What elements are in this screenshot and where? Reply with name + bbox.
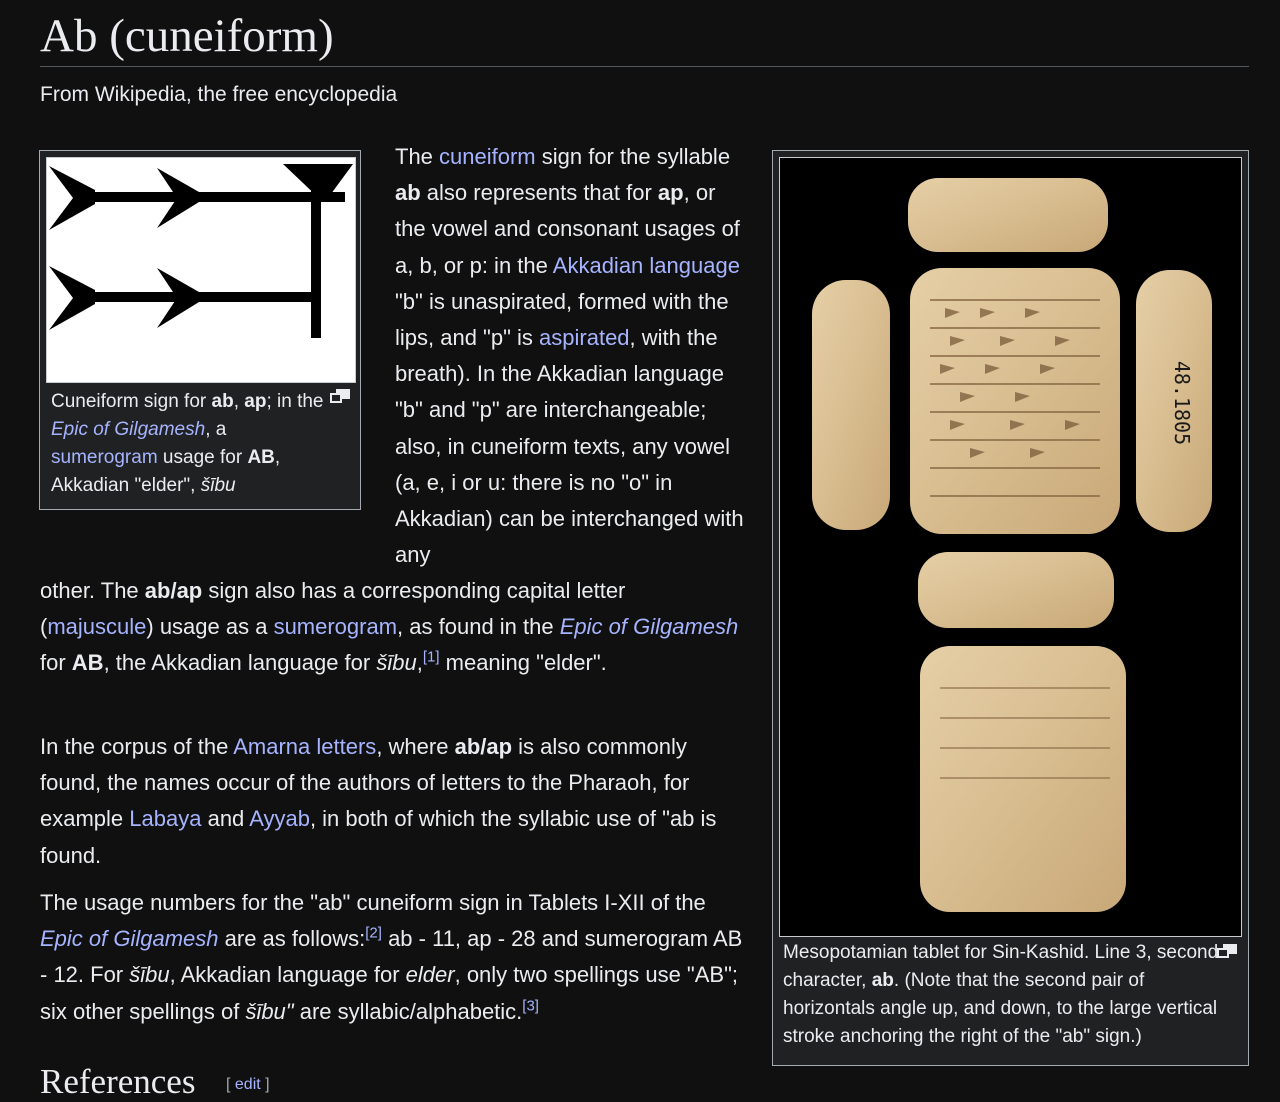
text: are syllabic/alphabetic. <box>293 998 523 1024</box>
bracket: ] <box>260 1076 270 1093</box>
caption-text: Mesopotamian tablet for Sin-Kashid. Line 3, second character, <box>783 942 1219 991</box>
caption-bold: ab <box>871 970 894 991</box>
text: , as found in the <box>397 614 560 640</box>
text: , in both of which the syllabic use of "ab is found. <box>40 806 717 868</box>
text: other. The <box>40 578 145 603</box>
text: , where <box>376 734 455 759</box>
tablet-accession-label: 48.1805 <box>1170 360 1194 446</box>
tablet-photo <box>780 158 1241 936</box>
text: and <box>201 806 250 832</box>
text: The <box>395 144 440 169</box>
caption-bold: ap <box>244 391 267 412</box>
text: "b" is unaspirated, formed with the lips, and "p" is <box>395 288 729 351</box>
link-sumerogram[interactable]: sumerogram <box>273 614 398 640</box>
bold-text: ab/ap <box>454 734 513 759</box>
bold-text: ap <box>657 180 684 206</box>
paragraph-1-continued <box>40 573 745 682</box>
figure-ab-sign <box>39 150 361 510</box>
text: , with the breath). In the Akkadian language "b" and "p" are interchangeable; also, in cuneiform texts, any vowel (a, e, i or u: there is no "o" in Akkadian) can be interchanged with any <box>395 325 744 568</box>
link-ayyab[interactable]: Ayyab <box>249 806 310 832</box>
text: are as follows: <box>218 926 366 952</box>
text: also represents that for <box>420 180 658 206</box>
figure-left-caption <box>51 388 333 500</box>
caption-text: usage for <box>157 447 248 468</box>
text: sign for the syllable <box>535 144 731 169</box>
link-labaya[interactable]: Labaya <box>129 806 202 832</box>
text: meaning "elder". <box>439 650 607 676</box>
citation-2[interactable]: [2] <box>365 924 382 942</box>
italic-text: elder <box>405 962 455 988</box>
magnify-icon[interactable] <box>330 388 352 404</box>
link-akkadian-language[interactable]: Akkadian language <box>552 252 740 278</box>
page-tagline: From Wikipedia, the free encyclopedia <box>40 83 398 106</box>
citation-3[interactable]: [3] <box>522 997 539 1015</box>
text: for <box>40 650 72 676</box>
bracket: [ <box>226 1076 235 1093</box>
references-heading: References <box>40 1062 196 1101</box>
paragraph-2 <box>40 729 745 874</box>
link-aspirated[interactable]: aspirated <box>539 325 630 351</box>
italic-text: šību <box>376 650 417 676</box>
bold-text: ab/ap <box>144 578 203 603</box>
link-cuneiform[interactable]: cuneiform <box>439 144 536 169</box>
link-epic-of-gilgamesh[interactable]: Epic of Gilgamesh <box>51 419 206 440</box>
edit-section <box>226 1076 270 1094</box>
text: The usage numbers for the "ab" cuneiform sign in Tablets I-XII of the <box>40 890 706 915</box>
paragraph-1 <box>395 139 745 573</box>
link-majuscule[interactable]: majuscule <box>47 614 147 640</box>
italic-text: šību" <box>245 998 294 1024</box>
text: , or the vowel and consonant usages of a, b, or p: in the <box>395 180 740 278</box>
caption-text: Cuneiform sign for <box>51 391 212 412</box>
text: In the corpus of the <box>40 734 234 759</box>
caption-text: , a <box>205 419 227 440</box>
caption-bold: ab <box>211 391 234 412</box>
text: , only two spellings use "AB"; six other spellings of <box>40 962 739 1024</box>
text: , the Akkadian language for <box>103 650 377 676</box>
link-epic-of-gilgamesh[interactable]: Epic of Gilgamesh <box>40 926 219 952</box>
edit-link[interactable]: edit <box>234 1076 261 1093</box>
italic-text: šību <box>129 962 170 988</box>
caption-text: . (Note that the second pair of horizontals angle up, and down, to the large vertical stroke anchoring the right of the "ab" sign.) <box>783 970 1218 1047</box>
paragraph-3 <box>40 885 745 1030</box>
ab-sign-glyph <box>47 158 355 382</box>
text: , Akkadian language for <box>169 962 406 988</box>
text: is also commonly found, the names occur of the authors of letters to the Pharaoh, for example <box>40 734 690 832</box>
bold-text: ab <box>395 180 421 206</box>
page-title: Ab (cuneiform) <box>40 10 334 62</box>
ab-sign-image[interactable] <box>46 157 356 383</box>
caption-bold: AB <box>247 447 275 468</box>
citation-1[interactable]: [1] <box>422 649 440 667</box>
text: ) usage as a <box>146 614 274 640</box>
link-sumerogram[interactable]: sumerogram <box>51 447 158 468</box>
text: ab - 11, ap - 28 and sumerogram AB - 12. For <box>40 926 743 988</box>
title-divider <box>40 66 1249 67</box>
text: sign also has a corresponding capital letter ( <box>40 578 626 640</box>
text: , <box>416 650 423 676</box>
caption-italic: šību <box>200 475 236 496</box>
caption-text: , Akkadian "elder", <box>51 447 281 496</box>
link-epic-of-gilgamesh[interactable]: Epic of Gilgamesh <box>559 614 739 640</box>
bold-text: AB <box>71 650 104 676</box>
caption-text: , <box>233 391 245 412</box>
tablet-image[interactable] <box>779 157 1242 937</box>
figure-tablet <box>772 150 1249 1066</box>
link-amarna-letters[interactable]: Amarna letters <box>233 734 377 759</box>
caption-text: ; in the <box>266 391 324 412</box>
figure-right-caption <box>783 939 1238 1051</box>
